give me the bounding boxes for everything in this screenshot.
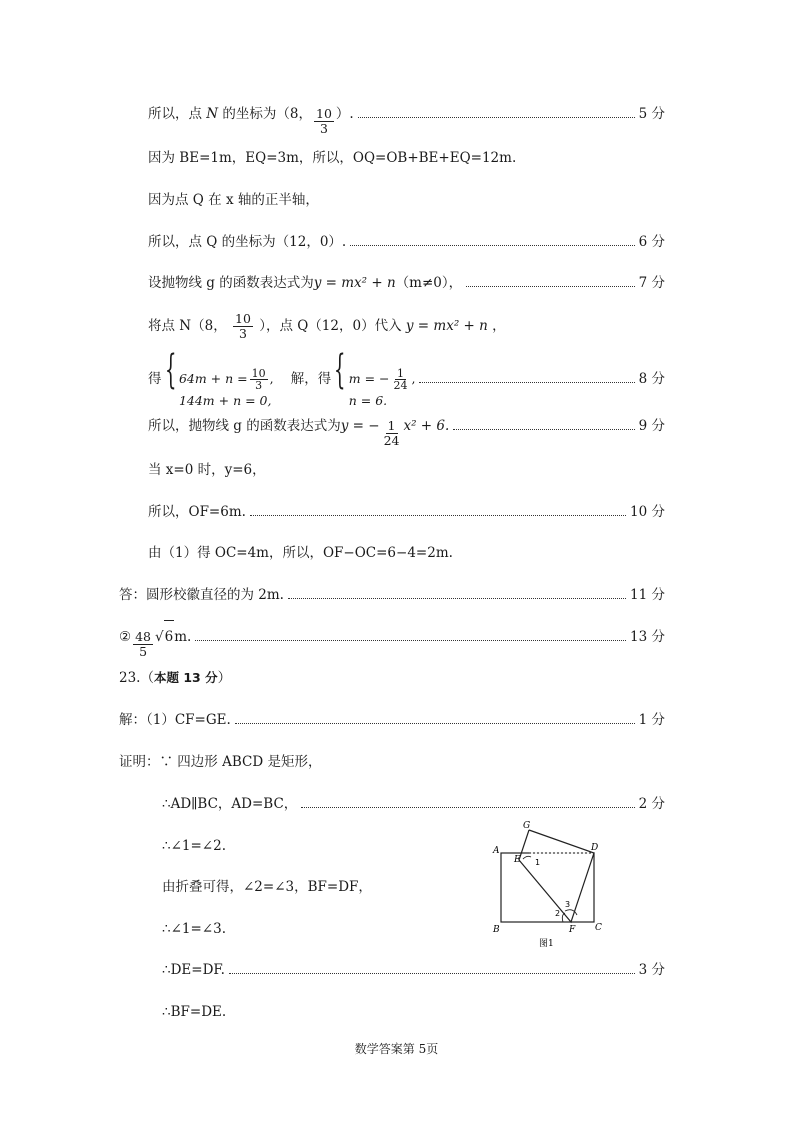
line-oq-length: 因为 BE=1m，EQ=3m，所以，OQ=OB+BE+EQ=12m. xyxy=(148,150,517,166)
frac-num: 10 xyxy=(316,106,332,121)
score: 3 分 xyxy=(638,962,665,978)
fraction xyxy=(382,419,402,448)
fraction xyxy=(233,312,253,341)
text: 所以，点 xyxy=(148,106,202,122)
formula: y = mx² + n xyxy=(405,318,488,334)
equation-system: 64m + n = $\frac{10}{3}$ , 144m + n = 0, xyxy=(179,368,274,412)
text: 23.（ xyxy=(119,670,154,686)
frac-den: 3 xyxy=(238,326,247,341)
frac-den: 24 xyxy=(383,433,400,448)
score: 11 分 xyxy=(630,587,665,603)
formula: x² + 6. xyxy=(403,418,450,434)
line-of-length xyxy=(148,499,665,525)
text: ∴DE=DF. xyxy=(162,962,225,978)
eq2: 144m + n = 0, xyxy=(178,393,272,408)
left-brace: { xyxy=(334,347,346,393)
solution-system: m = − $\frac{1}{24}$ , n = 6. xyxy=(349,368,416,412)
line-parabola-setup xyxy=(148,270,665,296)
score: 6 分 xyxy=(638,234,665,250)
line-q-on-axis: 因为点 Q 在 x 轴的正半轴， xyxy=(148,192,319,208)
text: 答：圆形校徽直径的为 2m. xyxy=(119,587,284,603)
sqrt-icon: √ 6 xyxy=(155,620,174,653)
dot-leader xyxy=(466,286,634,287)
line-proof-start: 证明：∵ 四边形 ABCD 是矩形， xyxy=(119,754,322,770)
text: ） xyxy=(217,670,232,686)
fraction xyxy=(392,368,410,391)
fraction xyxy=(314,107,334,136)
dot-leader xyxy=(288,598,626,599)
label-a: A xyxy=(493,846,500,856)
eq1-left: 64m + n = xyxy=(178,371,248,386)
label-angle-3: 3 xyxy=(565,900,571,909)
label-c: C xyxy=(595,923,602,933)
line-de-eq-df xyxy=(162,957,665,983)
dot-leader xyxy=(350,245,634,246)
text: ），点 Q（12，0）代入 xyxy=(259,318,402,334)
dot-leader xyxy=(453,429,634,430)
line-angle-1-eq-3: ∴∠1=∠3. xyxy=(162,921,226,937)
text: ∴AD∥BC，AD=BC， xyxy=(162,796,298,812)
text: 得 xyxy=(148,371,162,387)
label-b: B xyxy=(493,925,500,935)
dot-leader xyxy=(250,515,626,516)
score: 7 分 xyxy=(638,275,665,291)
circled-number: ② xyxy=(119,629,132,645)
frac-den: 3 xyxy=(255,378,263,392)
line-parabola-result xyxy=(148,413,665,448)
text: ， xyxy=(492,318,506,334)
dot-leader xyxy=(419,382,634,383)
text: ）. xyxy=(335,106,354,122)
label-e: E xyxy=(514,855,521,865)
label-d: D xyxy=(591,843,599,853)
score: 9 分 xyxy=(638,418,665,434)
line-ad-parallel-bc xyxy=(162,791,665,817)
line-point-n-coordinate xyxy=(148,101,665,136)
score: 13 分 xyxy=(630,629,665,645)
text: 所以，OF=6m. xyxy=(148,504,246,520)
radicand: 6 xyxy=(164,620,175,653)
label-angle-2: 2 xyxy=(555,909,561,918)
frac-num: 10 xyxy=(251,366,266,380)
page-footer: 数学答案第 5页 xyxy=(354,1042,439,1056)
frac-num: 48 xyxy=(135,629,152,644)
score: 5 分 xyxy=(638,106,665,122)
question-23-header xyxy=(119,665,231,691)
frac-den: 24 xyxy=(393,378,408,392)
angle-arc-1 xyxy=(523,856,531,859)
line-equation-system xyxy=(148,347,665,408)
fraction xyxy=(133,630,153,659)
line-bf-eq-de: ∴BF=DE. xyxy=(162,1004,227,1020)
frac-num: 1 xyxy=(387,418,396,433)
sol1-left: m = − xyxy=(348,371,390,386)
frac-den: 3 xyxy=(319,121,328,136)
line-of-minus-oc: 由（1）得 OC=4m，所以，OF−OC=6−4=2m. xyxy=(148,545,453,561)
line-answer-part-2 xyxy=(119,620,665,659)
score: 1 分 xyxy=(638,712,665,728)
score: 8 分 xyxy=(638,371,665,387)
formula: y = − xyxy=(340,418,380,434)
dot-leader xyxy=(301,807,634,808)
text: 的坐标为（8， xyxy=(222,106,312,122)
label-angle-1: 1 xyxy=(535,858,541,867)
bold-text: 本题 13 分 xyxy=(153,670,218,685)
line-x-zero: 当 x=0 时，y=6， xyxy=(148,462,266,478)
figure-caption: 图1 xyxy=(539,939,554,949)
text: 解：（1）CF=GE. xyxy=(119,712,231,728)
score: 2 分 xyxy=(638,796,665,812)
label-g: G xyxy=(523,821,531,831)
frac-num: 10 xyxy=(235,311,251,326)
dot-leader xyxy=(195,640,626,641)
sol2: n = 6. xyxy=(348,393,388,408)
text: 所以，抛物线 g 的函数表达式为 xyxy=(148,418,341,434)
text: 设抛物线 g 的函数表达式为 xyxy=(148,275,314,291)
dot-leader xyxy=(235,723,635,724)
line-angle-1-eq-2: ∴∠1=∠2. xyxy=(162,838,226,854)
line-q-coordinate xyxy=(148,229,665,255)
geometry-figure-1 xyxy=(485,815,615,955)
line-folding: 由折叠可得，∠2=∠3，BF=DF， xyxy=(162,879,372,895)
line-solution-1 xyxy=(119,707,665,733)
left-brace: { xyxy=(164,347,176,393)
fraction xyxy=(250,368,268,391)
line-substitute-points xyxy=(148,311,506,341)
text: 解，得 xyxy=(290,371,332,387)
line-answer-diameter xyxy=(119,582,665,608)
text: m. xyxy=(174,629,192,645)
frac-den: 5 xyxy=(139,644,148,659)
text: 将点 N（8， xyxy=(148,318,227,334)
formula: y = mx² + n xyxy=(313,275,396,291)
dot-leader xyxy=(358,117,635,118)
frac-num: 1 xyxy=(397,366,404,380)
label-f: F xyxy=(569,925,576,935)
var-n: N xyxy=(206,106,219,122)
text: （m≠0）， xyxy=(395,275,463,291)
score: 10 分 xyxy=(630,504,665,520)
dot-leader xyxy=(229,973,635,974)
text: 所以，点 Q 的坐标为（12，0）. xyxy=(148,234,347,250)
